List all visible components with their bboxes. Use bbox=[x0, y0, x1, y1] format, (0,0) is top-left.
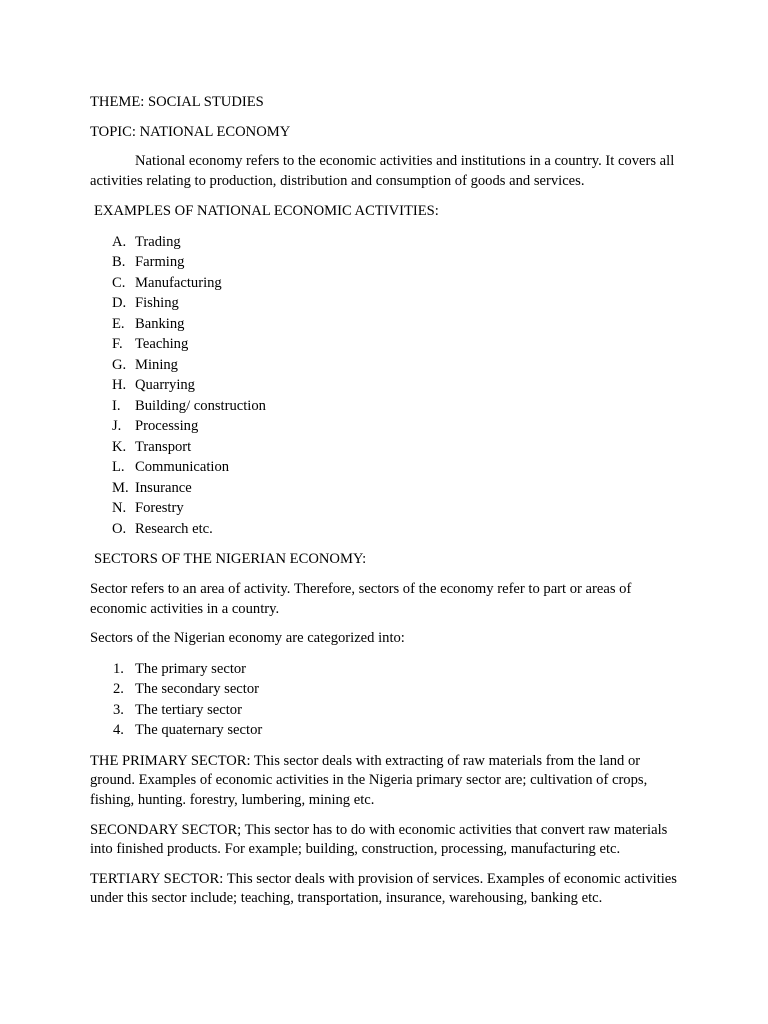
activities-list bbox=[90, 232, 686, 540]
list-marker: B. bbox=[112, 254, 126, 271]
activity-list-item bbox=[90, 273, 686, 294]
sector-definition: Sector refers to an area of activity. Therefore, sectors of the economy refer to part or areas of economic activities in a country. bbox=[90, 581, 632, 617]
activity-list-item bbox=[90, 355, 686, 376]
list-marker: 4. bbox=[113, 722, 124, 739]
activity-list-item bbox=[90, 252, 686, 273]
list-marker: A. bbox=[112, 233, 127, 250]
list-marker: N. bbox=[112, 500, 127, 517]
topic-line: TOPIC: NATIONAL ECONOMY bbox=[90, 123, 291, 140]
activity-list-item bbox=[90, 396, 686, 417]
examples-heading: EXAMPLES OF NATIONAL ECONOMIC ACTIVITIES: bbox=[94, 203, 439, 220]
list-item-text: Manufacturing bbox=[135, 274, 222, 291]
list-item-text: Insurance bbox=[135, 479, 192, 496]
list-item-text: Fishing bbox=[135, 295, 179, 312]
list-marker: M. bbox=[112, 479, 129, 496]
sectors-intro: Sectors of the Nigerian economy are categorized into: bbox=[90, 630, 405, 647]
list-marker: H. bbox=[112, 377, 127, 394]
intro-paragraph bbox=[90, 152, 686, 191]
tertiary-sector-paragraph: TERTIARY SECTOR: This sector deals with provision of services. Examples of economic activities under this sector include; teaching, transportation, insurance, warehousing, banking etc. bbox=[90, 870, 677, 907]
list-item-text: Communication bbox=[135, 459, 230, 476]
activity-list-item bbox=[90, 334, 686, 355]
activity-list-item bbox=[90, 478, 686, 499]
list-item-text: The quaternary sector bbox=[135, 722, 263, 739]
activity-list-item bbox=[90, 232, 686, 253]
activity-list-item bbox=[90, 457, 686, 478]
list-item-text: Teaching bbox=[135, 336, 189, 353]
list-item-text: Mining bbox=[135, 356, 178, 373]
list-item-text: Forestry bbox=[135, 500, 184, 517]
list-marker: 2. bbox=[113, 681, 124, 698]
list-marker: 3. bbox=[113, 701, 124, 718]
list-item-text: The primary sector bbox=[135, 660, 247, 677]
activity-list-item bbox=[90, 498, 686, 519]
list-item-text: The tertiary sector bbox=[135, 701, 242, 718]
list-item-text: The secondary sector bbox=[135, 681, 259, 698]
list-item-text: Building/ construction bbox=[135, 397, 266, 414]
list-marker: D. bbox=[112, 295, 127, 312]
theme-line: THEME: SOCIAL STUDIES bbox=[90, 94, 264, 110]
activity-list-item bbox=[90, 416, 686, 437]
list-marker: C. bbox=[112, 274, 126, 291]
list-marker: O. bbox=[112, 520, 127, 537]
list-item-text: Trading bbox=[135, 233, 181, 250]
list-marker: J. bbox=[112, 418, 122, 435]
list-marker: L. bbox=[112, 459, 125, 476]
primary-sector-paragraph: THE PRIMARY SECTOR: This sector deals with extracting of raw materials from the land or ground. Examples of economic activities in the Nigeria primary sector are; cultivation of crops, fishing, hunting. forestry, lumbering, mining etc. bbox=[90, 752, 648, 809]
list-marker: F. bbox=[112, 336, 123, 353]
document-page bbox=[90, 93, 686, 919]
list-item-text: Quarrying bbox=[135, 377, 195, 394]
activity-list-item bbox=[90, 437, 686, 458]
sector-list-item bbox=[90, 679, 686, 700]
intro-text: National economy refers to the economic activities and institutions in a country. It covers all activities relating to production, distribution and consumption of goods and services. bbox=[90, 153, 675, 189]
list-marker: I. bbox=[112, 397, 121, 414]
list-item-text: Banking bbox=[135, 315, 185, 332]
sector-list-item bbox=[90, 720, 686, 741]
activity-list-item bbox=[90, 519, 686, 540]
list-marker: K. bbox=[112, 438, 127, 455]
list-marker: 1. bbox=[113, 660, 124, 677]
activity-list-item bbox=[90, 375, 686, 396]
activity-list-item bbox=[90, 293, 686, 314]
secondary-sector-paragraph: SECONDARY SECTOR; This sector has to do with economic activities that convert raw materials into finished products. For example; building, construction, processing, manufacturing etc. bbox=[90, 821, 668, 858]
sector-list-item bbox=[90, 700, 686, 721]
list-marker: G. bbox=[112, 356, 127, 373]
list-marker: E. bbox=[112, 315, 125, 332]
sector-list-item bbox=[90, 659, 686, 680]
activity-list-item bbox=[90, 314, 686, 335]
list-item-text: Research etc. bbox=[135, 520, 213, 537]
list-item-text: Transport bbox=[135, 438, 192, 455]
list-item-text: Farming bbox=[135, 254, 185, 271]
sectors-heading: SECTORS OF THE NIGERIAN ECONOMY: bbox=[94, 551, 367, 568]
list-item-text: Processing bbox=[135, 418, 199, 435]
sectors-list bbox=[90, 659, 686, 741]
